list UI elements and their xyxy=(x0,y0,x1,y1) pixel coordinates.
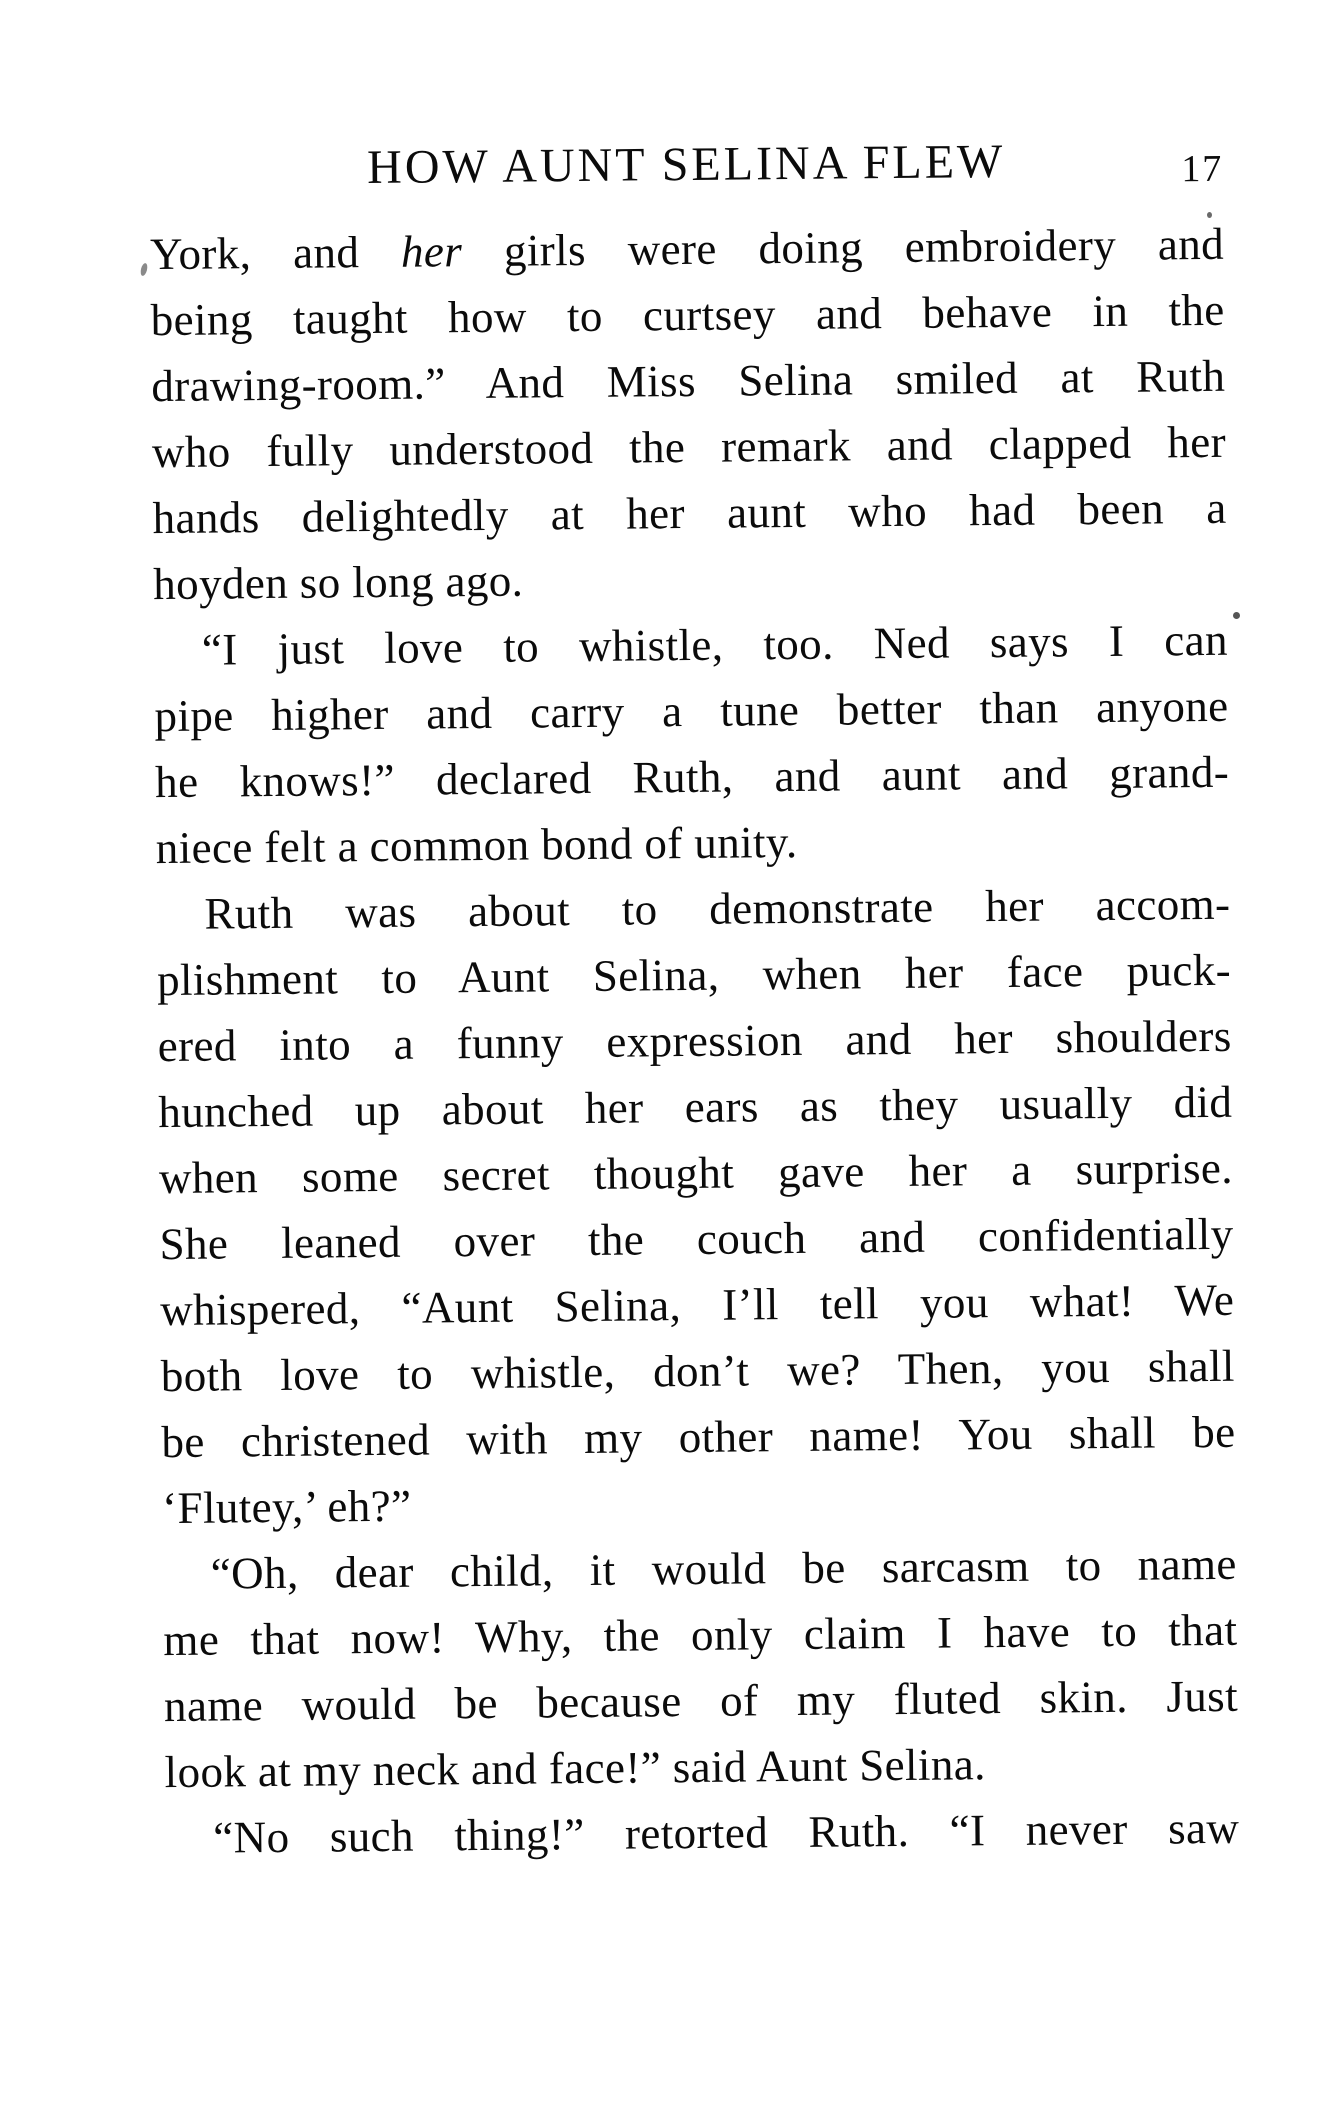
text-line xyxy=(163,1597,1238,1673)
text-line xyxy=(160,1267,1235,1343)
text-line xyxy=(161,1399,1236,1475)
text-line xyxy=(161,1333,1236,1409)
text-segment: York, and xyxy=(149,226,402,280)
text-segment: me that now! Why, the only claim I have to that xyxy=(163,1604,1238,1666)
text-line xyxy=(162,1465,1237,1541)
text-segment: plishment to Aunt Selina, when her face puck- xyxy=(156,944,1232,1006)
page-content xyxy=(149,133,1240,1871)
running-header xyxy=(149,133,1223,197)
text-line xyxy=(164,1663,1239,1739)
text-line xyxy=(159,1135,1234,1211)
text-line xyxy=(159,1201,1234,1277)
text-line xyxy=(155,805,1230,881)
text-segment: ered into a funny expression and her shoulders xyxy=(157,1010,1232,1072)
text-line xyxy=(152,475,1227,551)
text-line xyxy=(153,541,1228,617)
text-segment: pipe higher and carry a tune better than anyone xyxy=(154,680,1229,742)
text-segment: hunched up about her ears as they usually did xyxy=(158,1076,1233,1138)
text-segment: being taught how to curtsey and behave in the xyxy=(150,284,1225,346)
text-line xyxy=(162,1531,1237,1607)
text-segment: “No such thing!” retorted Ruth. “I never saw xyxy=(213,1802,1240,1863)
text-line xyxy=(157,1003,1232,1079)
text-segment: “Oh, dear child, it would be sarcasm to name xyxy=(210,1538,1237,1599)
text-line xyxy=(156,871,1231,947)
italic-text: her xyxy=(400,226,463,277)
text-segment: ‘Flutey,’ eh?” xyxy=(161,1480,412,1534)
text-line xyxy=(152,409,1227,485)
text-line xyxy=(154,607,1229,683)
text-segment: Ruth was about to demonstrate her accom- xyxy=(204,878,1231,939)
scan-speck xyxy=(140,262,149,276)
text-line xyxy=(154,673,1229,749)
text-segment: girls were doing embroidery and xyxy=(461,218,1225,277)
text-segment: who fully understood the remark and clapped her xyxy=(151,416,1227,478)
page-title: HOW AUNT SELINA FLEW xyxy=(366,134,1006,195)
text-line xyxy=(155,739,1230,815)
text-line xyxy=(151,343,1226,419)
scan-speck xyxy=(1233,612,1240,619)
text-segment: when some secret thought gave her a surprise. xyxy=(158,1142,1234,1204)
text-line xyxy=(150,211,1225,287)
text-segment: hands delightedly at her aunt who had been a xyxy=(152,482,1227,544)
text-segment: hoyden so long ago. xyxy=(153,555,524,610)
text-segment: whispered, “Aunt Selina, I’ll tell you what! We xyxy=(159,1274,1235,1336)
text-segment: name would be because of my fluted skin. Just xyxy=(163,1670,1239,1732)
text-segment: niece felt a common bond of unity. xyxy=(155,816,798,874)
text-line xyxy=(158,1069,1233,1145)
text-segment: “I just love to whistle, too. Ned says I can xyxy=(201,614,1229,675)
text-segment: She leaned over the couch and confidentially xyxy=(159,1208,1234,1270)
text-line xyxy=(157,937,1232,1013)
text-segment: be christened with my other name! You shall be xyxy=(161,1406,1236,1468)
body-text xyxy=(150,211,1240,1871)
text-segment: both love to whistle, don’t we? Then, you shall xyxy=(160,1340,1236,1402)
text-segment: he knows!” declared Ruth, and aunt and grand- xyxy=(154,746,1230,808)
page-number: 17 xyxy=(1181,147,1224,191)
text-segment: drawing-room.” And Miss Selina smiled at Ruth xyxy=(151,350,1226,412)
text-segment: look at my neck and face!” said Aunt Selina. xyxy=(164,1739,986,1798)
text-line xyxy=(164,1729,1239,1805)
text-line xyxy=(165,1795,1240,1871)
text-line xyxy=(150,277,1225,353)
scan-speck xyxy=(1207,212,1212,218)
